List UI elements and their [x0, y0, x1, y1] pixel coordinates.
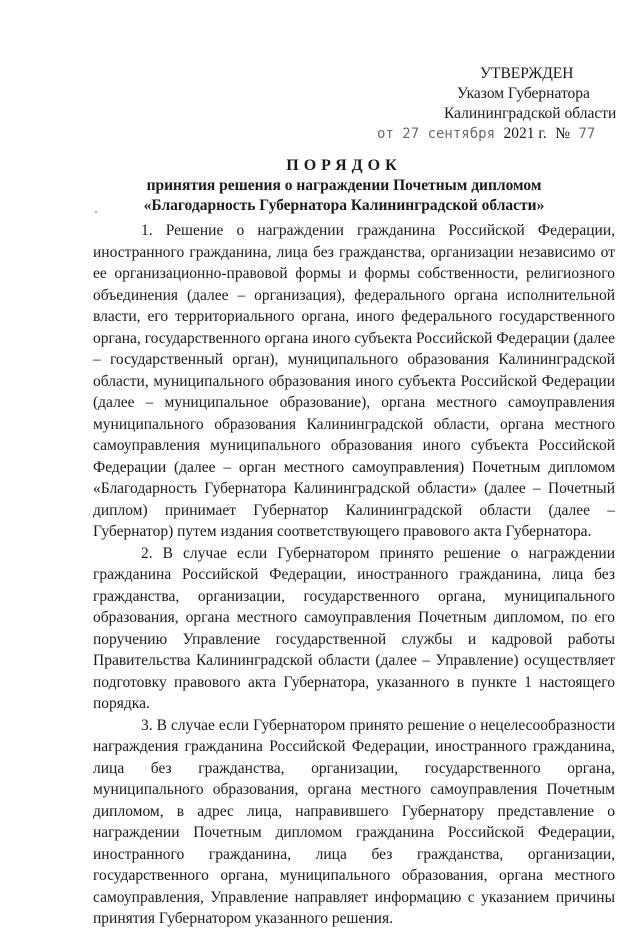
document-subtitle-line-1: принятия решения о награждении Почетным дипломом	[146, 177, 542, 194]
approval-block	[360, 64, 617, 144]
scan-speck	[95, 211, 97, 213]
approval-number-sign: №	[555, 125, 571, 142]
approval-date-line	[360, 124, 600, 144]
paragraph-3: 3. В случае если Губернатором принято решение о нецелесообразности награждения гражданина Российской Федерации, иностранного гражданина, лица без гражданства, организации, государственного органа, муниципального образования, органа местного самоуправления Почетным дипломом, в адрес лица, направившего Губернатору представление о награждении Почетным дипломом гражданина Российской Федерации, иностранного гражданина, лица без гражданства, организации, государственного органа, муниципального образования, органа местного самоуправления, Управление направляет информацию с указанием причины принятия Губернатором указанного решения.	[93, 716, 615, 927]
title-block	[80, 156, 608, 215]
approval-number: 77	[578, 126, 596, 142]
approval-heading: УТВЕРЖДЕН	[480, 65, 574, 82]
approval-authority: Указом Губернатора	[457, 85, 590, 102]
document-body	[93, 220, 615, 930]
approval-region: Калининградской области	[444, 105, 617, 122]
approval-date: от 27 сентября	[377, 126, 496, 142]
paragraph-1: 1. Решение о награждении гражданина Российской Федерации, иностранного гражданина, лица без гражданства, организации независимо от ее организационно-правовой формы и формы собственности, религиозного объединения (далее – организация), федерального органа исполнительной власти, его территориального органа, иного федерального государственного органа, государственного органа иного субъекта Российской Федерации (далее – государственный орган), муниципального образования Калининградской области, муниципального образования иного субъекта Российской Федерации (далее – муниципальное образование), органа местного самоуправления муниципального образования Калининградской области, органа местного самоуправления муниципального образования иного субъекта Российской Федерации (далее – орган местного самоуправления) Почетным дипломом «Благодарность Губернатора Калининградской области» (далее – Почетный диплом) принимает Губернатор Калининградской области (далее – Губернатор) путем издания соответствующего правового акта Губернатора.	[93, 222, 615, 540]
paragraph-2: 2. В случае если Губернатором принято решение о награждении гражданина Российской Федерации, иностранного гражданина, лица без гражданства, организации, государственного органа, муниципального образования, органа местного самоуправления Почетным дипломом, по его поручению Управление государственной службы и кадровой работы Правительства Калининградской области (далее – Управление) осуществляет подготовку правового акта Губернатора, указанного в пункте 1 настоящего порядка.	[93, 544, 615, 712]
document-subtitle-line-2: «Благодарность Губернатора Калининградской области»	[143, 196, 545, 214]
approval-year: 2021 г.	[503, 125, 547, 142]
document-title: ПОРЯДОК	[286, 157, 402, 174]
